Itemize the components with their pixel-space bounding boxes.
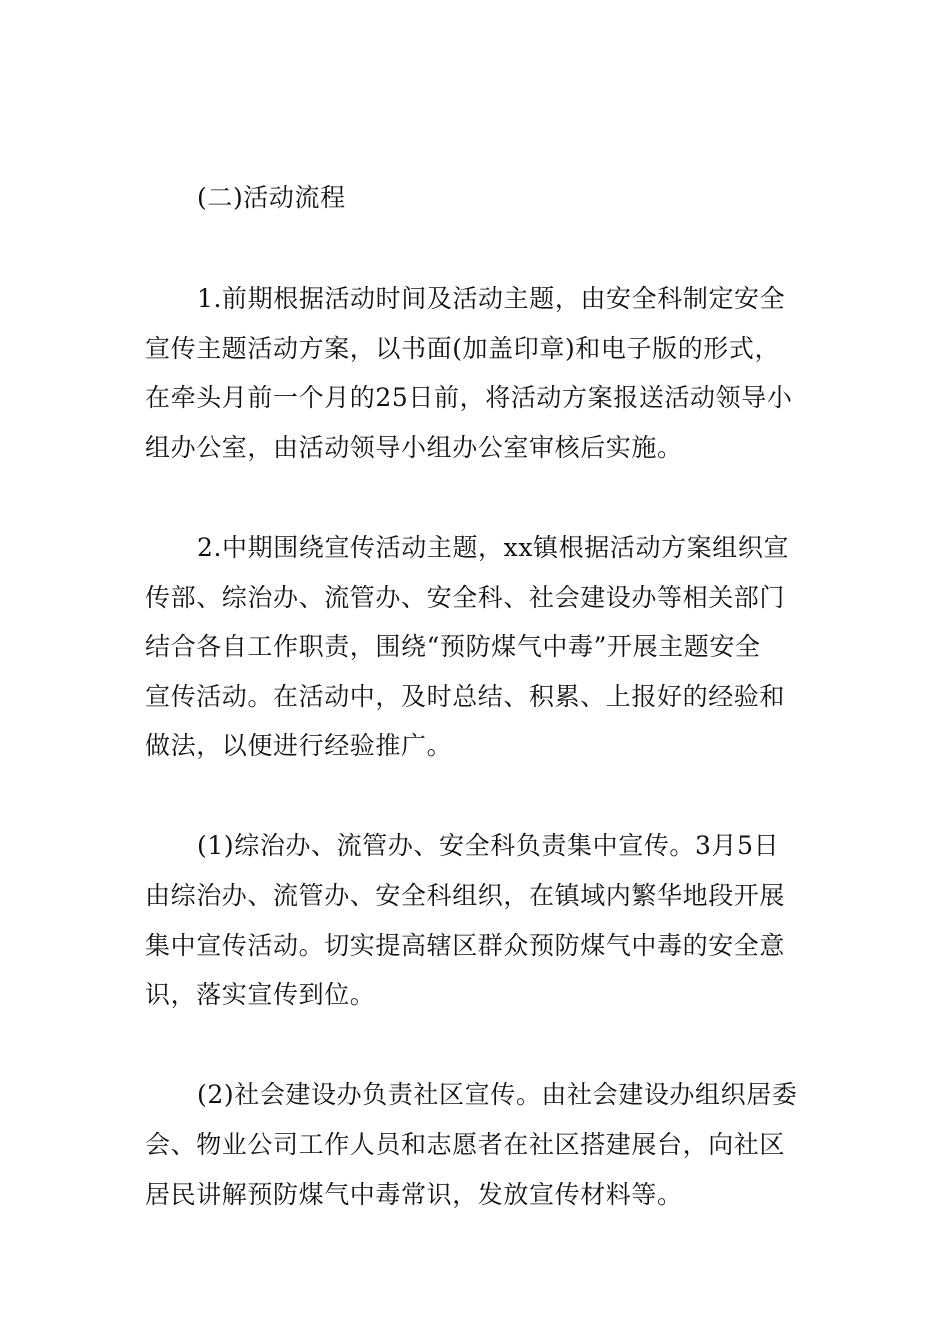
- paragraph-1-line-4: 组办公室，由活动领导小组办公室审核后实施。: [145, 433, 683, 462]
- paragraph-3-line-3: 集中宣传活动。切实提高辖区群众预防煤气中毒的安全意: [145, 931, 786, 960]
- paragraph-3-line-4: 识，落实宣传到位。: [145, 980, 376, 1009]
- paragraph-4-line-1: (2)社会建设办负责社区宣传。由社会建设办组织居委: [197, 1080, 798, 1109]
- paragraph-3-line-1: (1)综治办、流管办、安全科负责集中宣传。3月5日: [197, 831, 780, 860]
- paragraph-1-line-2: 宣传主题活动方案，以书面(加盖印章)和电子版的形式，: [145, 334, 781, 363]
- paragraph-3-line-2: 由综治办、流管办、安全科组织，在镇域内繁华地段开展: [145, 881, 786, 910]
- paragraph-2-line-4: 宣传活动。在活动中，及时总结、积累、上报好的经验和: [145, 682, 786, 711]
- paragraph-1-line-1: 1.前期根据活动时间及活动主题，由安全科制定安全: [197, 284, 786, 313]
- paragraph-2-line-5: 做法，以便进行经验推广。: [145, 731, 453, 760]
- paragraph-4-line-3: 居民讲解预防煤气中毒常识，发放宣传材料等。: [145, 1180, 683, 1209]
- paragraph-4-line-2: 会、物业公司工作人员和志愿者在社区搭建展台，向社区: [145, 1130, 786, 1159]
- section-heading: (二)活动流程: [197, 183, 346, 212]
- paragraph-2-line-2: 传部、综治办、流管办、安全科、社会建设办等相关部门: [145, 583, 786, 612]
- paragraph-2-line-1: 2.中期围绕宣传活动主题，xx镇根据活动方案组织宣: [197, 533, 790, 562]
- paragraph-2-line-3: 结合各自工作职责，围绕“预防煤气中毒”开展主题安全: [145, 632, 761, 661]
- paragraph-1-line-3: 在牵头月前一个月的25日前，将活动方案报送活动领导小: [145, 383, 793, 412]
